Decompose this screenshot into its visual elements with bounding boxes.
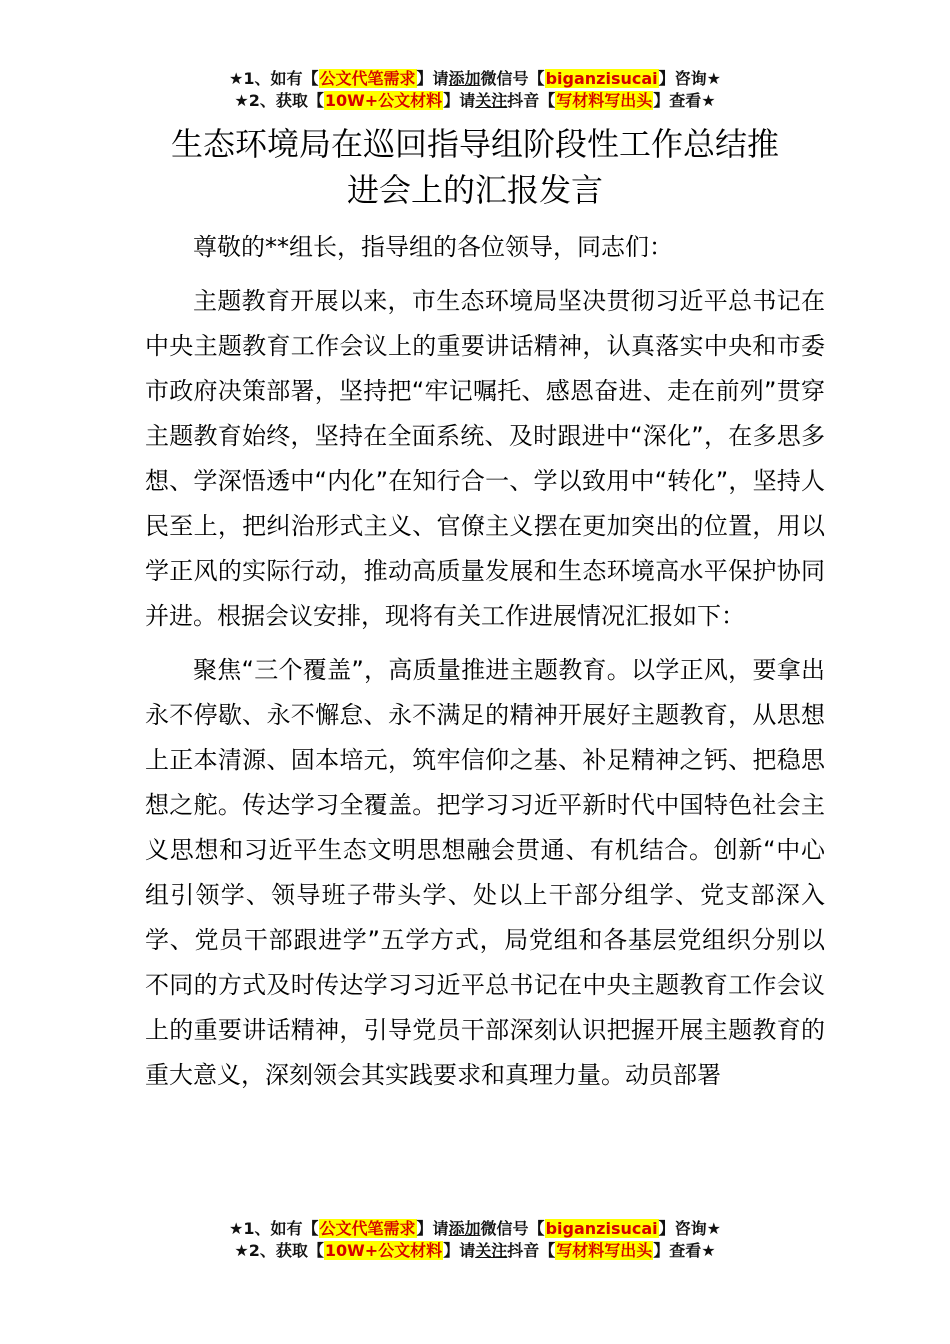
banner-line-1 — [0, 68, 950, 90]
banner-underlined: 添加 — [448, 69, 481, 88]
banner-highlight: 公文代笔需求 — [319, 69, 416, 88]
document-title — [0, 121, 950, 213]
header-banner — [0, 68, 950, 112]
banner-line-2 — [0, 1240, 950, 1262]
banner-underlined: 关注 — [475, 91, 508, 110]
banner-text: 微信号【 — [480, 69, 545, 88]
banner-text: 抖音【 — [507, 1241, 556, 1260]
banner-highlight: 10W+公文材料 — [324, 1241, 443, 1260]
banner-text: 微信号【 — [480, 1219, 545, 1238]
banner-text: 】请 — [416, 1219, 449, 1238]
banner-text: 】咨询★ — [658, 69, 721, 88]
banner-text: 】查看★ — [653, 1241, 716, 1260]
banner-underlined: 关注 — [475, 1241, 508, 1260]
banner-highlight: biganzisucai — [545, 1219, 658, 1238]
banner-underlined: 添加 — [448, 1219, 481, 1238]
banner-text: 】咨询★ — [658, 1219, 721, 1238]
title-line-2: 进会上的汇报发言 — [346, 171, 603, 209]
paragraph-intro: 主题教育开展以来，市生态环境局坚决贯彻习近平总书记在中央主题教育工作会议上的重要讲话精神，认真落实中央和市委市政府决策部署，坚持把“牢记嘱托、感恩奋进、走在前列”贯穿主题教育始终，坚持在全面系统、及时跟进中“深化”，在多思多想、学深悟透中“内化”在知行合一、学以致用中“转化”，坚持人民至上，把纠治形式主义、官僚主义摆在更加突出的位置，用以学正风的实际行动，推动高质量发展和生态环境高水平保护协同并进。根据会议安排，现将有关工作进展情况汇报如下： — [145, 287, 825, 630]
banner-text: 】请 — [416, 69, 449, 88]
banner-text: ★2、获取【 — [234, 91, 324, 110]
banner-highlight: 写材料写出头 — [556, 1241, 653, 1260]
footer-banner — [0, 1218, 950, 1262]
banner-text: 】请 — [443, 1241, 476, 1260]
banner-text: ★1、如有【 — [229, 69, 319, 88]
document-body — [145, 225, 825, 1098]
banner-text: 抖音【 — [507, 91, 556, 110]
banner-highlight: 10W+公文材料 — [324, 91, 443, 110]
banner-text: ★2、获取【 — [234, 1241, 324, 1260]
banner-text: ★1、如有【 — [229, 1219, 319, 1238]
banner-highlight: biganzisucai — [545, 69, 658, 88]
paragraph-three-coverage: 聚焦“三个覆盖”，高质量推进主题教育。以学正风，要拿出永不停歇、永不懈怠、永不满足的精神开展好主题教育，从思想上正本清源、固本培元，筑牢信仰之基、补足精神之钙、把稳思想之舵。传达学习全覆盖。把学习习近平新时代中国特色社会主义思想和习近平生态文明思想融会贯通、有机结合。创新“中心组引领学、领导班子带头学、处以上干部分组学、党支部深入学、党员干部跟进学”五学方式，局党组和各基层党组织分别以不同的方式及时传达学习习近平总书记在中央主题教育工作会议上的重要讲话精神，引导党员干部深刻认识把握开展主题教育的重大意义，深刻领会其实践要求和真理力量。动员部署 — [145, 656, 825, 1089]
banner-line-1 — [0, 1218, 950, 1240]
title-line-1: 生态环境局在巡回指导组阶段性工作总结推 — [170, 125, 779, 163]
banner-text: 】请 — [443, 91, 476, 110]
salutation: 尊敬的**组长，指导组的各位领导，同志们： — [193, 233, 673, 261]
banner-text: 】查看★ — [653, 91, 716, 110]
banner-line-2 — [0, 90, 950, 112]
banner-highlight: 写材料写出头 — [556, 91, 653, 110]
banner-highlight: 公文代笔需求 — [319, 1219, 416, 1238]
